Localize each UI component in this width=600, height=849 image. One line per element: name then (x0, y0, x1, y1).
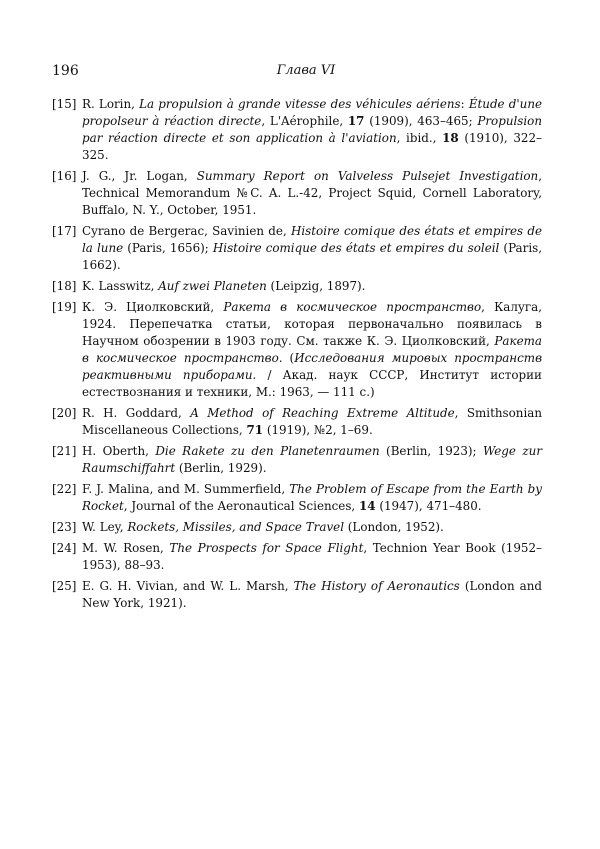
volume-number: 71 (246, 423, 264, 437)
reference-fragment: , ibid., (396, 131, 443, 145)
reference-text (82, 405, 542, 439)
reference-fragment: , Technical Memorandum №C. A. L.-42, Project Squid, Cornell Laboratory, Buffalo, N. Y., October, 1951. (82, 169, 542, 217)
reference-fragment: . ( (278, 351, 295, 365)
reference-number: [19] (52, 300, 77, 314)
reference-fragment: (Berlin, 1929). (175, 461, 267, 475)
reference-item (52, 519, 542, 536)
reference-item (52, 481, 542, 515)
reference-fragment: W. Ley, (82, 520, 128, 534)
reference-fragment: R. Lorin, (82, 97, 140, 111)
reference-fragment: F. J. Malina, and M. Summerfield, (82, 482, 290, 496)
volume-number: 18 (442, 131, 459, 145)
reference-number: [18] (52, 279, 77, 293)
reference-item (52, 278, 542, 295)
reference-text (82, 223, 542, 274)
page-header (52, 63, 560, 83)
reference-item (52, 299, 542, 401)
reference-item (52, 540, 542, 574)
reference-title: The Prospects for Space Flight (169, 541, 364, 555)
reference-number: [25] (52, 579, 77, 593)
reference-fragment: (Paris, 1656); (123, 241, 213, 255)
reference-list (52, 96, 542, 616)
reference-fragment: Cyrano de Bergerac, Savinien de, (82, 224, 291, 238)
reference-text (82, 443, 542, 477)
reference-fragment: E. G. H. Vivian, and W. L. Marsh, (82, 579, 294, 593)
reference-fragment: К. Э. Циолковский, (82, 300, 224, 314)
reference-fragment: (1947), 471–480. (375, 499, 482, 513)
reference-fragment: : (460, 97, 469, 111)
reference-title: Die Rakete zu den Planetenraumen (155, 444, 380, 458)
reference-text (82, 481, 542, 515)
reference-fragment: , Калуга, 1924. Перепечатка статьи, которая первоначально появилась в Научном обозрении в 1903 году. См. также К. Э. Циолковский, (82, 300, 543, 348)
reference-title: Histoire comique des états et empires de la lune (82, 224, 542, 255)
reference-fragment: , L'Aérophile, (261, 114, 348, 128)
reference-fragment: K. Lasswitz, (82, 279, 159, 293)
reference-fragment: (Berlin, 1923); (379, 444, 484, 458)
reference-text (82, 168, 542, 219)
reference-number: [21] (52, 444, 77, 458)
reference-title: The History of Aeronautics (293, 579, 460, 593)
reference-title: Propulsion par réaction directe et son application à l'aviation (82, 114, 542, 145)
page-number: 196 (52, 63, 79, 79)
reference-title: Wege zur Raumschiffahrt (82, 444, 543, 475)
reference-text (82, 299, 542, 401)
reference-fragment: (1909), 463–465; (364, 114, 478, 128)
reference-fragment: R. H. Goddard, (82, 406, 191, 420)
reference-fragment: , Smithsonian Miscellaneous Collections, (82, 406, 542, 437)
reference-text (82, 578, 542, 612)
reference-title: A Method of Reaching Extreme Altitude (190, 406, 455, 420)
reference-title: Rockets, Missiles, and Space Travel (127, 520, 345, 534)
reference-number: [24] (52, 541, 77, 555)
volume-number: 17 (347, 114, 365, 128)
reference-fragment: (London and New York, 1921). (82, 579, 543, 610)
reference-fragment: J. G., Jr. Logan, (82, 169, 197, 183)
reference-item (52, 443, 542, 477)
reference-title: Étude d'une propolseur à réaction directe (82, 97, 543, 128)
reference-fragment: / Акад. наук СССР, Институт истории естествознания и техники, М.: 1963, — 111 с.) (82, 368, 542, 399)
reference-title: Исследования мировых пространств реактивными приборами. (82, 351, 542, 382)
reference-fragment: (1910), 322–325. (82, 131, 542, 162)
reference-number: [15] (52, 97, 77, 111)
reference-title: Histoire comique des états et empires du soleil (212, 241, 500, 255)
reference-text (82, 540, 542, 574)
reference-text (82, 519, 542, 536)
reference-number: [17] (52, 224, 77, 238)
reference-item (52, 168, 542, 219)
reference-fragment: , Journal of the Aeronautical Sciences, (123, 499, 359, 513)
reference-number: [23] (52, 520, 77, 534)
running-head: Глава VI (276, 63, 336, 78)
reference-title: Summary Report on Valveless Pulsejet Investigation (196, 169, 539, 183)
reference-item (52, 96, 542, 164)
reference-fragment: H. Oberth, (82, 444, 156, 458)
reference-item (52, 223, 542, 274)
reference-item (52, 405, 542, 439)
reference-item (52, 578, 542, 612)
reference-fragment: M. W. Rosen, (82, 541, 170, 555)
reference-number: [22] (52, 482, 77, 496)
reference-title: Ракета в космическое пространство (82, 334, 542, 365)
reference-number: [16] (52, 169, 77, 183)
reference-title: Ракета в космическое пространство (223, 300, 482, 314)
reference-fragment: (Paris, 1662). (82, 241, 542, 272)
reference-title: Auf zwei Planeten (158, 279, 267, 293)
reference-fragment: (1919), №2, 1–69. (263, 423, 373, 437)
reference-text (82, 278, 542, 295)
reference-number: [20] (52, 406, 77, 420)
reference-fragment: (London, 1952). (344, 520, 444, 534)
reference-title: La propulsion à grande vitesse des véhicules aériens (139, 97, 461, 111)
reference-text (82, 96, 542, 164)
reference-title: The Problem of Escape from the Earth by Rocket (82, 482, 542, 513)
reference-fragment: (Leipzig, 1897). (266, 279, 366, 293)
volume-number: 14 (359, 499, 376, 513)
reference-fragment: , Technion Year Book (1952–1953), 88–93. (82, 541, 542, 572)
